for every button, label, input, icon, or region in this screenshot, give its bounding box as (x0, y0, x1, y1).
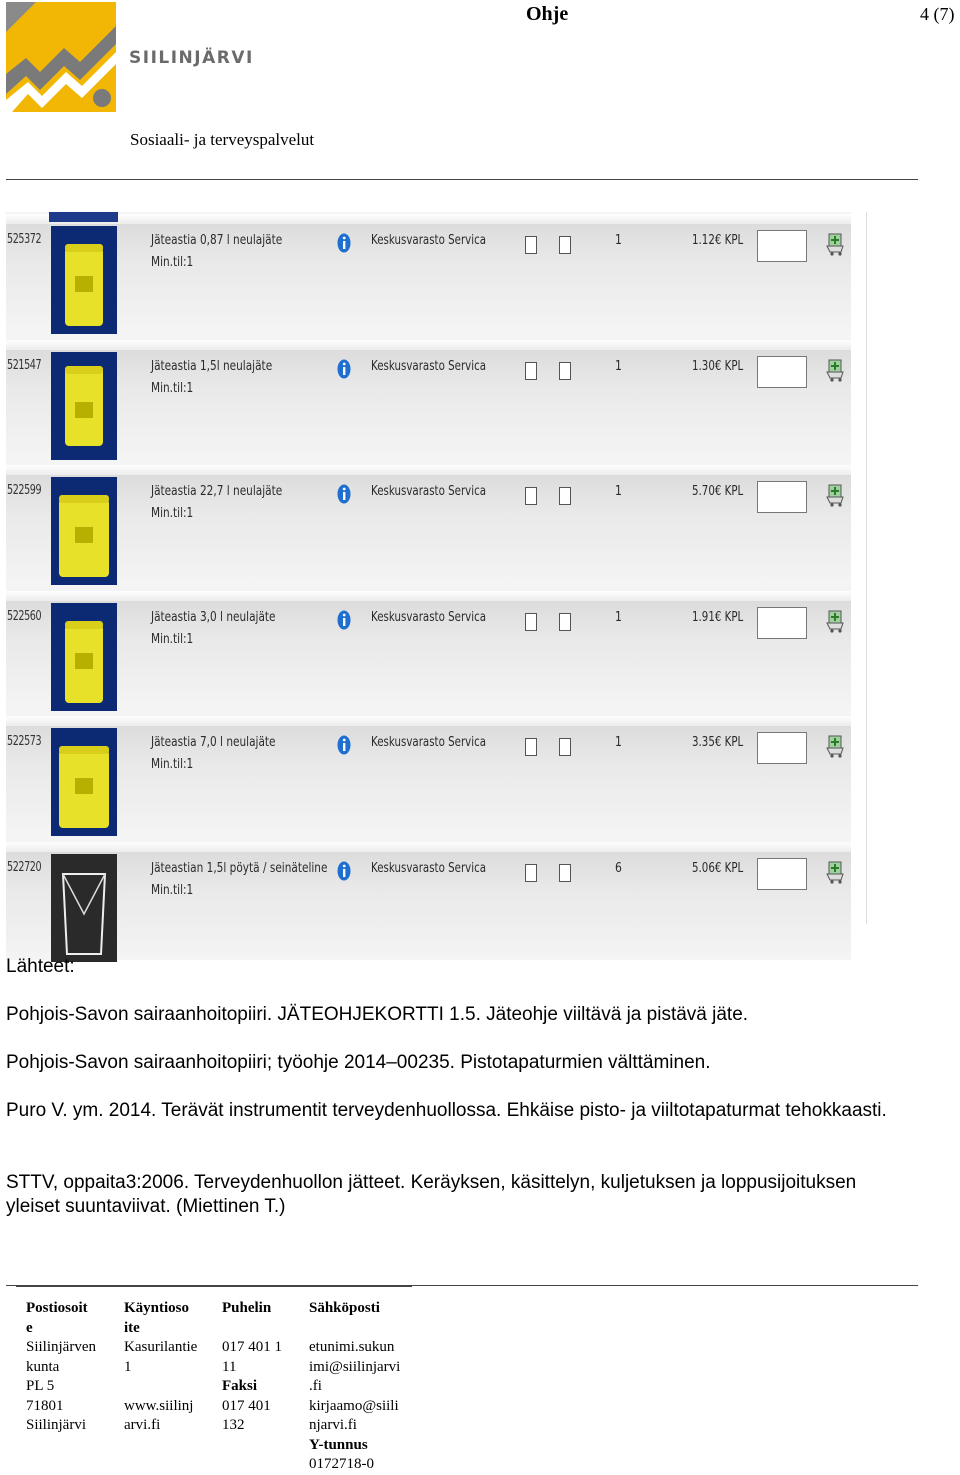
source-item: STTV, oppaita3:2006. Terveydenhuollon jätteet. Keräyksen, käsittelyn, kuljetuksen ja loppusijoituksen yleiset suuntaviivat. (Miettinen T.) (6, 1172, 857, 1217)
option-checkbox[interactable] (559, 362, 571, 380)
row-separator (6, 842, 851, 852)
package-quantity: 1 (615, 734, 622, 750)
footer-line: e (26, 1319, 33, 1336)
footer-visiting-address (124, 1299, 197, 1436)
order-quantity-input[interactable] (757, 732, 807, 764)
row-separator (6, 591, 851, 601)
product-min-order: Min.til:1 (151, 379, 194, 396)
product-supplier: Keskusvarasto Servica (371, 357, 487, 374)
option-checkbox[interactable] (525, 236, 537, 254)
footer-line: 132 (222, 1417, 245, 1433)
footer-line: Puhelin (222, 1300, 272, 1316)
footer-line: 017 401 (222, 1397, 271, 1414)
option-checkbox[interactable] (525, 864, 537, 882)
product-row (6, 214, 851, 332)
footer-line: 1 (124, 1358, 132, 1375)
product-name: Jäteastia 1,5l neulajäte (151, 357, 273, 374)
footer-line (309, 1319, 400, 1339)
footer-line: njarvi.fi (309, 1417, 357, 1433)
order-quantity-input[interactable] (757, 858, 807, 890)
footer-line: Sähköposti (309, 1300, 380, 1316)
footer-line: 017 401 1 (222, 1339, 282, 1355)
product-list-screenshot (6, 212, 851, 924)
product-supplier: Keskusvarasto Servica (371, 608, 487, 625)
option-checkbox[interactable] (559, 864, 571, 882)
product-row (6, 465, 851, 583)
footer-line: www.siilinj (124, 1397, 194, 1414)
option-checkbox[interactable] (559, 613, 571, 631)
footer-postal-address (26, 1299, 96, 1436)
footer-line: Y-tunnus (309, 1436, 368, 1453)
product-thumbnail (51, 352, 117, 460)
product-thumbnail (51, 226, 117, 334)
product-name: Jäteastia 7,0 l neulajäte (151, 734, 276, 750)
product-price: 5.06€ KPL (692, 859, 744, 876)
product-min-order: Min.til:1 (151, 630, 194, 647)
info-icon[interactable] (337, 359, 351, 379)
add-to-cart-icon[interactable] (826, 734, 846, 758)
footer-line: .fi (309, 1378, 322, 1394)
product-min-order: Min.til:1 (151, 254, 194, 270)
product-thumbnail (51, 477, 117, 585)
product-min-order: Min.til:1 (151, 881, 194, 898)
product-thumbnail (51, 854, 117, 962)
info-icon[interactable] (337, 861, 351, 881)
product-price: 1.91€ KPL (692, 608, 744, 625)
source-item: Pohjois-Savon sairaanhoitopiiri. JÄTEOHJEKORTTI 1.5. Jäteohje viiltävä ja pistävä jäte. (6, 1004, 749, 1025)
option-checkbox[interactable] (559, 487, 571, 505)
document-title: Ohje (526, 3, 569, 25)
row-separator (6, 465, 851, 475)
sources-heading: Lähteet: (6, 956, 75, 977)
footer-line: Käyntioso (124, 1300, 190, 1316)
product-min-order: Min.til:1 (151, 505, 194, 521)
page-number: 4 (7) (920, 4, 955, 24)
add-to-cart-icon[interactable] (826, 609, 846, 633)
add-to-cart-icon[interactable] (826, 358, 846, 382)
footer-email (309, 1299, 400, 1475)
product-supplier: Keskusvarasto Servica (371, 859, 487, 876)
product-code: 522560 (7, 608, 42, 624)
product-name: Jäteastian 1,5l pöytä / seinäteline (151, 859, 328, 876)
info-icon[interactable] (337, 735, 351, 755)
footer-line: 11 (222, 1358, 237, 1375)
product-code: 525372 (7, 232, 42, 247)
order-quantity-input[interactable] (757, 356, 807, 388)
product-code: 521547 (7, 357, 42, 373)
thumbnail-strip (49, 212, 118, 222)
footer-line (124, 1377, 197, 1397)
product-price: 5.70€ KPL (692, 483, 744, 499)
footer-divider-accent (16, 1286, 412, 1287)
product-thumbnail (51, 603, 117, 711)
info-icon[interactable] (337, 233, 351, 253)
footer-line: Postiosoit (26, 1300, 88, 1316)
package-quantity: 1 (615, 357, 622, 374)
footer-line: Faksi (222, 1378, 258, 1394)
product-row (6, 340, 851, 458)
footer-line: 0172718-0 (309, 1456, 374, 1472)
info-icon[interactable] (337, 610, 351, 630)
info-icon[interactable] (337, 484, 351, 504)
product-price: 1.30€ KPL (692, 357, 744, 374)
department-name: Sosiaali- ja terveyspalvelut (130, 130, 315, 149)
product-name: Jäteastia 3,0 l neulajäte (151, 608, 276, 625)
footer-line: PL 5 (26, 1378, 55, 1394)
product-name: Jäteastia 22,7 l neulajäte (151, 483, 283, 499)
option-checkbox[interactable] (559, 236, 571, 254)
order-quantity-input[interactable] (757, 607, 807, 639)
product-row (6, 842, 851, 960)
footer-line (222, 1319, 282, 1339)
product-name: Jäteastia 0,87 l neulajäte (151, 232, 283, 248)
product-min-order: Min.til:1 (151, 756, 194, 772)
option-checkbox[interactable] (525, 362, 537, 380)
package-quantity: 1 (615, 232, 622, 248)
product-thumbnail (51, 728, 117, 836)
package-quantity: 1 (615, 483, 622, 499)
screenshot-border (866, 212, 867, 924)
footer-line: 71801 (26, 1397, 64, 1414)
option-checkbox[interactable] (525, 487, 537, 505)
row-separator (6, 214, 851, 224)
add-to-cart-icon[interactable] (826, 232, 846, 256)
product-price: 3.35€ KPL (692, 734, 744, 750)
product-code: 522720 (7, 859, 42, 875)
source-item: Pohjois-Savon sairaanhoitopiiri; työohje 2014–00235. Pistotapaturmien välttäminen. (6, 1052, 711, 1073)
product-price: 1.12€ KPL (692, 232, 744, 248)
product-code: 522599 (7, 483, 42, 498)
footer-line: Kasurilantie (124, 1339, 198, 1355)
footer-line: arvi.fi (124, 1417, 161, 1433)
package-quantity: 1 (615, 608, 622, 625)
row-separator (6, 340, 851, 350)
row-separator (6, 716, 851, 726)
source-item: Puro V. ym. 2014. Terävät instrumentit terveydenhuollossa. Ehkäise pisto- ja viiltotapaturmat tehokkaasti. (6, 1100, 887, 1121)
option-checkbox[interactable] (525, 613, 537, 631)
logo-wordmark: SIILINJÄRVI (129, 48, 254, 68)
package-quantity: 6 (615, 859, 622, 876)
product-supplier: Keskusvarasto Servica (371, 734, 487, 750)
footer-line: imi@siilinjarvi (309, 1358, 401, 1375)
header-divider (6, 179, 918, 180)
footer-phone (222, 1299, 282, 1436)
product-row (6, 716, 851, 834)
product-supplier: Keskusvarasto Servica (371, 232, 487, 248)
footer-line: kirjaamo@siili (309, 1397, 399, 1414)
footer-line: ite (124, 1319, 140, 1336)
add-to-cart-icon[interactable] (826, 483, 846, 507)
option-checkbox[interactable] (525, 738, 537, 756)
footer-line: etunimi.sukun (309, 1339, 395, 1355)
product-row (6, 591, 851, 709)
footer-line: Siilinjärvi (26, 1417, 86, 1433)
product-code: 522573 (7, 734, 42, 749)
option-checkbox[interactable] (559, 738, 571, 756)
order-quantity-input[interactable] (757, 481, 807, 513)
footer-line: Siilinjärven (26, 1339, 96, 1355)
product-supplier: Keskusvarasto Servica (371, 483, 487, 499)
add-to-cart-icon[interactable] (826, 860, 846, 884)
order-quantity-input[interactable] (757, 230, 807, 262)
footer-line: kunta (26, 1358, 60, 1375)
